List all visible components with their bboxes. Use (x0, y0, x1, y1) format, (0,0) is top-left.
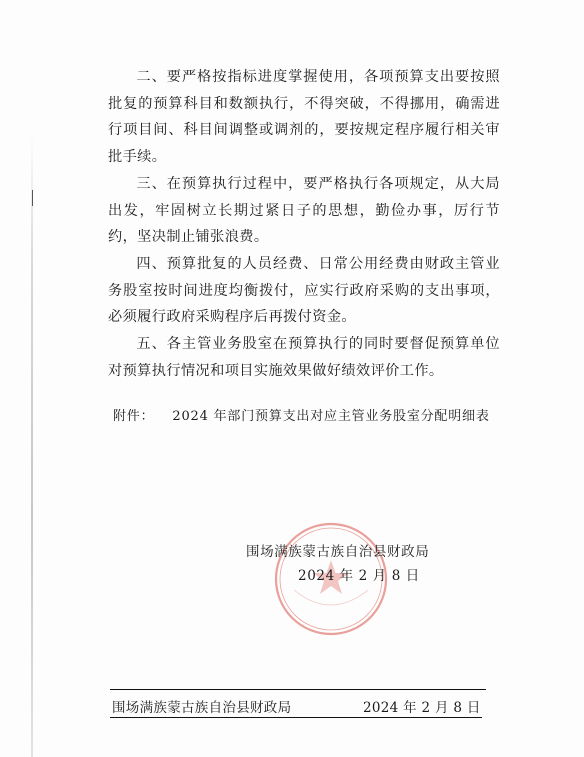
paragraph-item-3: 三、在预算执行过程中，要严格执行各项规定，从大局出发，牢固树立长期过紧日子的思想，勤俭办事，厉行节约，坚决制止铺张浪费。 (108, 175, 500, 246)
attachment-title: 2024 年部门预算支出对应主管业务股室分配明细表 (172, 409, 490, 424)
paragraph-item-5: 五、各主管业务股室在预算执行的同时要督促预算单位对预算执行情况和项目实施效果做好绩效评价工作。 (108, 336, 500, 379)
footer-date: 2024 年 2 月 8 日 (363, 700, 481, 716)
footer-organization: 围场满族蒙古族自治县财政局 (112, 700, 292, 716)
paragraph-item-4: 四、预算批复的人员经费、日常公用经费由财政主管业务股室按时间进度均衡拨付，应实行政府采购的支出事项，必须履行政府采购程序后再拨付资金。 (108, 255, 500, 326)
signature-date: 2024 年 2 月 8 日 (298, 568, 420, 584)
paragraph-item-2: 二、要严格按指标进度掌握使用，各项预算支出要按照批复的预算科目和数额执行，不得突破，不得挪用，确需进行项目间、科目间调整或调剂的，要按规定程序履行相关审批手续。 (108, 69, 500, 166)
scan-edge-shadow (31, 130, 33, 757)
signature-organization: 围场满族蒙古族自治县财政局 (246, 544, 430, 560)
attachment-label: 附件： (113, 409, 155, 424)
footer-bottom-rule (110, 717, 482, 718)
attachment-line (113, 405, 490, 424)
document-body (108, 64, 500, 384)
footer-top-rule (110, 689, 486, 690)
scan-mark (32, 190, 33, 206)
